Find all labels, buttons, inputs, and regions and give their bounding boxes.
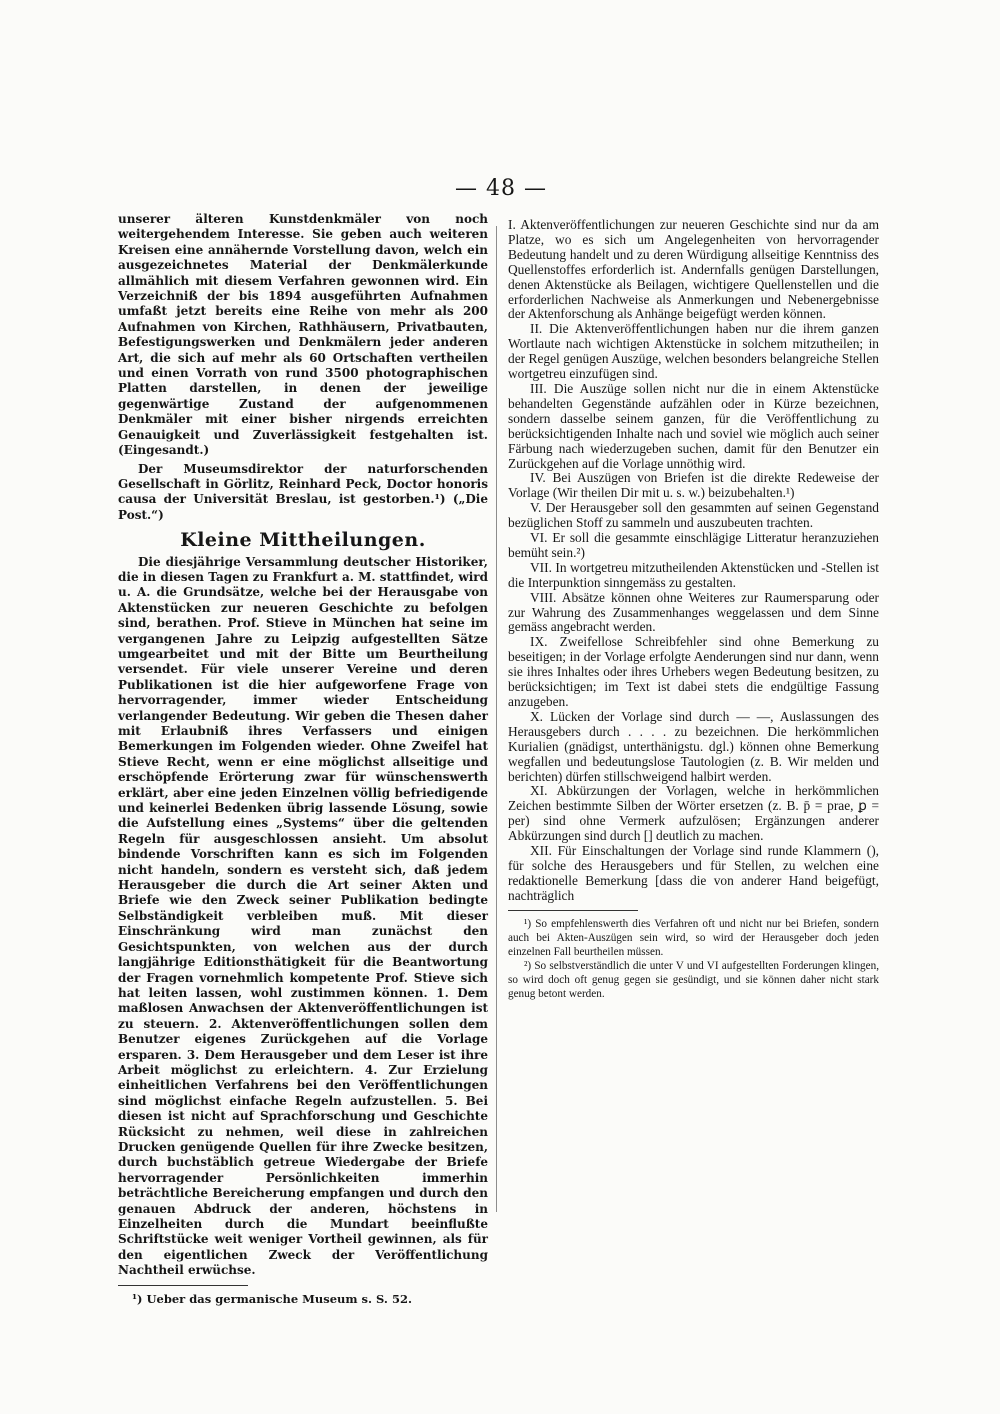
thesis-10: X. Lücken der Vorlage sind durch — —, Auslassungen des Herausgebers durch . . . . zu bezeichnen. Die herkömmlichen Kurialien (gnädigst, unterthänigstu. dgl.) können ohne Bemerkung wegfallen und bedeutungslose Tautologien (z. B. Wir melden und berichten) dürfen stillschweigend halbirt werden. bbox=[508, 708, 879, 784]
footnote-rule bbox=[118, 1285, 248, 1286]
footnote-2: ²) So selbstverständlich die unter V und VI aufgestellten Forderungen klingen, so wird doch oft genug gegen sie gesündigt, und sie können daher nicht stark genug betont werden. bbox=[508, 959, 879, 1000]
thesis-3: III. Die Auszüge sollen nicht nur die in einem Aktenstücke behandelten Gegenstände aufzählen oder in Kürze bezeichnen, sondern dasselbe seinem ganzen, für die Veröffentlichung zu berücksichtigenden Inhalte nach und soviel wie möglich auch seiner Färbung nach wiederzugeben suchen, damit für den Benutzer ein Zurückgehen auf die Vorlage unnöthig wird. bbox=[508, 380, 879, 471]
thesis-8: VIII. Absätze können ohne Weiteres zur Raumersparung oder zur Wahrung des Zusammenhanges weggelassen und dem Sinne gemäss angebracht werden. bbox=[508, 589, 879, 635]
thesis-5: V. Der Herausgeber soll den gesammten auf seinen Gegenstand bezüglichen Stoff zu sammeln und auszubeuten trachten. bbox=[508, 500, 879, 531]
thesis-2: II. Die Aktenveröffentlichungen haben nur die ihrem ganzen Wortlaute nach wichtigen Aktenstücke in solchem mitzutheilen; in der Regel genügen Auszüge, welchen besonders belangreiche Stellen wortgetreu einzufügen sind. bbox=[508, 321, 879, 382]
footnotes-right bbox=[508, 917, 879, 1001]
thesis-11: XI. Abkürzungen der Vorlagen, welche in herkömmlichen Zeichen bestimmte Silben der Wörter ersetzen (z. B. p̄ = prae, ꝑ = per) sind ohne Vermerk aufzulösen; Ergänzungen anderer Abkürzungen sind durch [] deutlich zu machen. bbox=[508, 783, 879, 844]
footnote-1: ¹) So empfehlenswerth dies Verfahren oft und nicht nur bei Briefen, sondern auch bei Akten-Auszügen sein wird, so wird der Herausgeber doch jeden einzelnen Fall beurtheilen müssen. bbox=[508, 917, 879, 958]
thesis-7: VII. In wortgetreu mitzutheilenden Aktenstücken und -Stellen ist die Interpunktion sinngemäss zu gestalten. bbox=[508, 559, 879, 590]
column-separator bbox=[496, 226, 497, 1212]
thesis-12: XII. Für Einschaltungen der Vorlage sind runde Klammern (), für solche des Herausgebers und für Stellen, zu welchen eine redaktionelle Bemerkung [dass die von anderer Hand beigefügt, nachträglich bbox=[508, 843, 879, 903]
right-column bbox=[508, 218, 879, 1001]
paragraph-historians-meeting: Die diesjährige Versammlung deutscher Historiker, die in diesen Tagen zu Frankfurt a. M. stattfindet, wird u. A. die Grundsätze, welche bei der Herausgabe von Aktenstücken zur neueren Geschichte zu befolgen sind, berathen. Prof. Stieve in München hat seine im vergangenen Jahre zu Leipzig aufgestellten Sätze umgearbeitet und mit der Bitte um Beurtheilung versendet. Für viele unserer Vereine und deren Publikationen ist die hier aufgeworfene Frage von hervorragender, immer wieder Entscheidung verlangender Bedeutung. Wir geben die Thesen daher mit Erlaubniß ihres Verfassers und einigen Bemerkungen im Folgenden wieder. Ohne Zweifel hat Stieve Recht, wenn er eine möglichst allseitige und erschöpfende Erörterung zwar für wünschenswerth erklärt, aber eine jeden Einzelnen völlig befriedigende und keinerlei Bedenken übrig lassende Lösung, sowie die Aufstellung eines „Systems“ über die geltenden Regeln für ausgeschlossen ansieht. Um absolut bindende Vorschriften kann es sich im Folgenden nicht handeln, sondern es versteht sich, daß jedem Herausgeber die durch die Art seiner Akten und Briefe wie den Zweck seiner Publikation bedingte Selbständigkeit verbleiben muß. Mit dieser Einschränkung wird man zunächst den Gesichtspunkten, von welchen aus der durch langjährige Editionsthätigkeit für die Beantwortung der Fragen vornehmlich kompetente Prof. Stieve sich hat leiten lassen, wohl zustimmen können. 1. Dem maßlosen Anwachsen der Aktenveröffentlichungen ist zu steuern. 2. Aktenveröffentlichungen sollen dem Benutzer eigenes Zurückgehen auf die Vorlage ersparen. 3. Dem Herausgeber und dem Leser ist ihre Arbeit möglichst zu erleichtern. 4. Zur Erzielung einheitlichen Verfahrens bei den Veröffentlichungen sind möglichst einfache Regeln aufzustellen. 5. Bei diesen ist nicht auf Sprachforschung und Geschichte Rücksicht zu nehmen, weil diese in zahlreichen Drucken genügende Quellen für ihre Zwecke besitzen, durch buchstäblich getreue Wiedergabe der Briefe hervorragender Persönlichkeiten immerhin beträchtliche Bereicherung empfangen und durch den genauen Abdruck der anderen, höchstens in Einzelheiten durch die Mundart beeinflußte Schriftstücke weit weniger Vortheil gewinnen, als für den eigentlichen Zweck der Veröffentlichung Nachtheil erwüchse. bbox=[118, 554, 488, 1278]
section-heading: Kleine Mittheilungen. bbox=[180, 529, 426, 552]
footnote-rule bbox=[508, 910, 638, 911]
page-number: — 48 — bbox=[455, 176, 547, 201]
thesis-4: IV. Bei Auszügen von Briefen ist die direkte Redeweise der Vorlage (Wir theilen Dir mit u. s. w.) beizubehalten.¹) bbox=[508, 470, 879, 501]
thesis-1: I. Aktenveröffentlichungen zur neueren Geschichte sind nur da am Platze, wo es sich um Angelegenheiten von hervorragender Bedeutung handelt und zu deren Würdigung allseitige Kenntniss des Quellenstoffes erforderlich ist. Andernfalls genügen Darstellungen, denen Aktenstücke als Beilagen, wichtigere Quellenstellen und die erforderlichen Nachweise als Anmerkungen und Nebenergebnisse der Aktenforschung als Anhänge beigefügt werden können. bbox=[508, 217, 879, 322]
paragraph-obituary: Der Museumsdirektor der naturforschenden Gesellschaft in Görlitz, Reinhard Peck, Doctor honoris causa der Universität Breslau, ist gestorben.¹) („Die Post.“) bbox=[118, 461, 488, 522]
left-column bbox=[118, 212, 488, 1307]
thesis-6: VI. Er soll die gesammte einschlägige Litteratur heranzuziehen bemüht sein.²) bbox=[508, 530, 879, 560]
thesis-9: IX. Zweifellose Schreibfehler sind ohne Bemerkung zu beseitigen; in der Vorlage erfolgte Aenderungen sind nur dann, wenn sie ihres Inhaltes oder ihres Urhebers wegen Bedeutung besitzen, zu berücksichtigen; im Text ist dabei stets die endgültige Fassung anzugeben. bbox=[508, 634, 879, 709]
paragraph-monuments: unserer älteren Kunstdenkmäler von noch weitergehendem Interesse. Sie geben auch weiteren Kreisen eine annähernde Vorstellung davon, welch ein ausgezeichnetes Material der Denkmälerkunde allmählich mit diesem Verfahren gewonnen wird. Ein Verzeichniß der bis 1894 ausgeführten Aufnahmen umfaßt jetzt bereits eine Reihe von mehr als 200 Aufnahmen von Kirchen, Rathhäusern, Privatbauten, Befestigungswerken und Denkmälern jeder anderen Art, die sich auf mehr als 60 Ortschaften vertheilen und einen Vorrath von rund 3500 photographischen Platten darstellen, in denen der jeweilige gegenwärtige Zustand der aufgenommenen Denkmäler mit einer bisher nirgends erreichten Genauigkeit und Zuverlässigkeit festgehalten ist. (Eingesandt.) bbox=[118, 212, 488, 458]
footnote-left: ¹) Ueber das germanische Museum s. S. 52. bbox=[132, 1291, 412, 1306]
